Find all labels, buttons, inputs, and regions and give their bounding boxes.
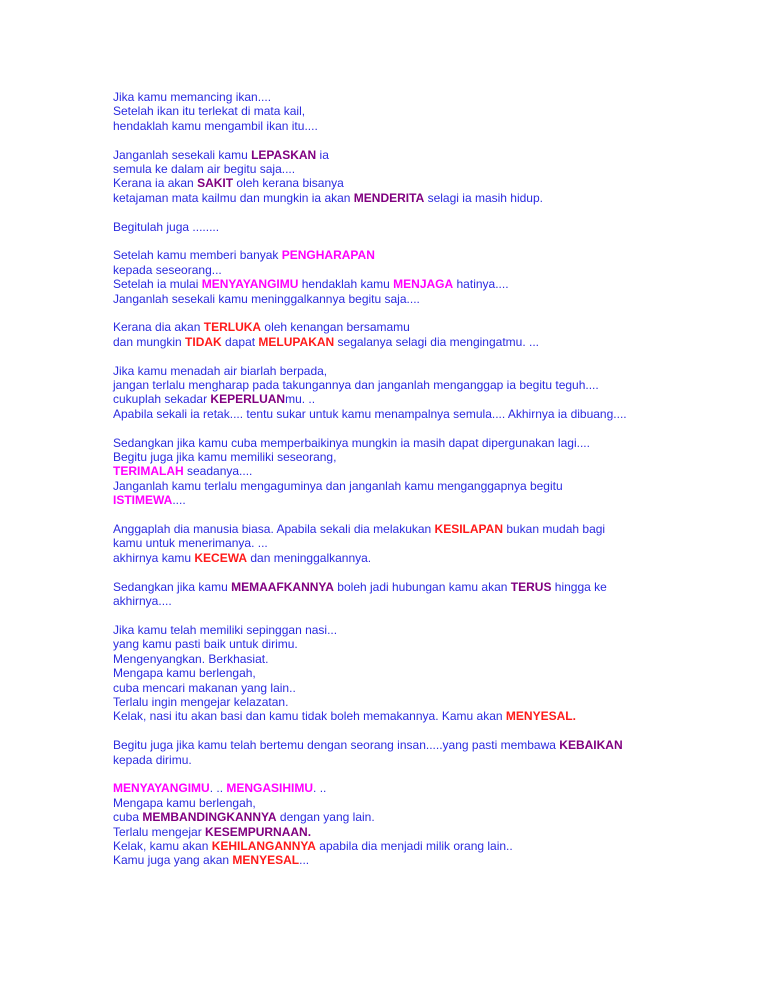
text-run: Mengapa kamu berlengah,	[113, 666, 256, 681]
text-run: bukan mudah bagi	[503, 522, 606, 537]
paragraph-gap	[113, 421, 753, 435]
text-run: ....	[172, 493, 186, 508]
emphasis-word: PENGHARAPAN	[281, 248, 375, 263]
text-run: hatinya....	[453, 277, 509, 292]
emphasis-word: MELUPAKAN	[258, 334, 335, 349]
emphasis-word: ISTIMEWA	[113, 493, 173, 508]
emphasis-word: KEHILANGANNYA	[211, 838, 316, 853]
text-line	[113, 364, 753, 378]
text-run: selagi ia masih hidup.	[424, 190, 543, 205]
text-run: oleh kerana bisanya	[233, 176, 344, 191]
text-line	[113, 220, 753, 234]
text-line	[113, 623, 753, 637]
text-line	[113, 666, 753, 680]
text-run: oleh kenangan bersamamu	[261, 320, 410, 335]
text-run: boleh jadi hubungan kamu akan	[333, 579, 511, 594]
emphasis-word: MENYAYANGIMU	[113, 781, 210, 796]
text-line	[113, 277, 753, 291]
emphasis-word: SAKIT	[197, 176, 234, 191]
text-line	[113, 637, 753, 651]
text-line	[113, 450, 753, 464]
text-run: Kerana dia akan	[113, 320, 204, 335]
text-line	[113, 479, 753, 493]
text-run: Begitu juga jika kamu telah bertemu dengan seorang insan.....yang pasti membawa	[113, 738, 560, 753]
paragraph	[113, 220, 753, 234]
text-run: mu. ..	[285, 392, 316, 407]
text-run: dan meninggalkannya.	[247, 550, 372, 565]
text-line	[113, 810, 753, 824]
text-line	[113, 695, 753, 709]
text-line	[113, 292, 753, 306]
text-line	[113, 263, 753, 277]
text-run: segalanya selagi dia mengingatmu. ...	[334, 334, 539, 349]
text-run: ketajaman mata kailmu dan mungkin ia akan	[113, 190, 354, 205]
text-line	[113, 148, 753, 162]
paragraph	[113, 522, 753, 565]
text-run: . ..	[209, 781, 227, 796]
text-line	[113, 493, 753, 507]
text-run: Mengapa kamu berlengah,	[113, 795, 256, 810]
paragraph-gap	[113, 306, 753, 320]
text-run: Kamu juga yang akan	[113, 853, 233, 868]
paragraph	[113, 320, 753, 349]
text-run: Janganlah kamu terlalu mengaguminya dan janganlah kamu menganggapnya begitu	[113, 478, 563, 493]
text-run: Sedangkan jika kamu cuba memperbaikinya mungkin ia masih dapat dipergunakan lagi....	[113, 435, 590, 450]
text-line	[113, 709, 753, 723]
text-line	[113, 594, 753, 608]
text-line	[113, 320, 753, 334]
text-run: yang kamu pasti baik untuk dirimu.	[113, 637, 298, 652]
text-line	[113, 407, 753, 421]
paragraph	[113, 364, 753, 422]
text-run: ia	[316, 147, 329, 162]
text-line	[113, 536, 753, 550]
text-line	[113, 825, 753, 839]
text-run: dapat	[221, 334, 259, 349]
text-line	[113, 753, 753, 767]
text-run: . ..	[313, 781, 327, 796]
text-line	[113, 522, 753, 536]
text-run: Jika kamu memancing ikan....	[113, 90, 272, 104]
text-line	[113, 162, 753, 176]
emphasis-word: KECEWA	[194, 550, 248, 565]
text-line	[113, 191, 753, 205]
text-run: Kerana ia akan	[113, 176, 198, 191]
emphasis-word: TERUS	[510, 579, 552, 594]
text-run: semula ke dalam air begitu saja....	[113, 162, 296, 177]
paragraph-gap	[113, 609, 753, 623]
text-run: Jika kamu telah memiliki sepinggan nasi...	[113, 622, 338, 637]
text-run: Sedangkan jika kamu	[113, 579, 232, 594]
text-line	[113, 681, 753, 695]
paragraph-gap	[113, 724, 753, 738]
text-run: Janganlah sesekali kamu	[113, 147, 252, 162]
text-run: Terlalu ingin mengejar kelazatan.	[113, 694, 289, 709]
emphasis-word: MENGASIHIMU	[226, 781, 314, 796]
text-line	[113, 335, 753, 349]
emphasis-word: MENDERITA	[353, 190, 425, 205]
text-run: kamu untuk menerimanya. ...	[113, 536, 268, 551]
emphasis-word: KESEMPURNAAN.	[205, 824, 312, 839]
paragraph-gap	[113, 767, 753, 781]
text-run: Setelah kamu memberi banyak	[113, 248, 282, 263]
text-line	[113, 248, 753, 262]
text-run: Setelah ia mulai	[113, 277, 202, 292]
text-line	[113, 839, 753, 853]
text-run: Anggaplah dia manusia biasa. Apabila sekali dia melakukan	[113, 522, 435, 537]
text-line	[113, 378, 753, 392]
paragraph-gap	[113, 205, 753, 219]
text-run: Setelah ikan itu terlekat di mata kail,	[113, 104, 306, 119]
text-line	[113, 119, 753, 133]
text-run: kepada seseorang...	[113, 262, 222, 277]
emphasis-word: KEPERLUAN	[210, 392, 286, 407]
text-run: apabila dia menjadi milik orang lain..	[315, 838, 513, 853]
text-run: ...	[299, 853, 310, 868]
paragraph	[113, 781, 753, 867]
emphasis-word: TERIMALAH	[113, 464, 184, 479]
emphasis-word: MEMAAFKANNYA	[231, 579, 334, 594]
text-line	[113, 781, 753, 795]
text-run: Janganlah sesekali kamu meninggalkannya begitu saja....	[113, 291, 420, 306]
text-run: akhirnya....	[113, 594, 172, 609]
emphasis-word: MENYESAL.	[505, 709, 576, 724]
emphasis-word: MENYAYANGIMU	[201, 277, 299, 292]
emphasis-word: MEMBANDINGKANNYA	[142, 810, 277, 825]
text-run: hendaklah kamu	[298, 277, 394, 292]
document-body	[113, 90, 753, 868]
paragraph-gap	[113, 349, 753, 363]
paragraph-gap	[113, 565, 753, 579]
paragraph	[113, 148, 753, 206]
text-line	[113, 580, 753, 594]
text-line	[113, 436, 753, 450]
text-line	[113, 738, 753, 752]
text-line	[113, 652, 753, 666]
paragraph-gap	[113, 133, 753, 147]
emphasis-word: KESILAPAN	[434, 522, 503, 537]
emphasis-word: LEPASKAN	[251, 147, 317, 162]
text-run: hendaklah kamu mengambil ikan itu....	[113, 118, 318, 133]
text-run: Kelak, kamu akan	[113, 838, 212, 853]
emphasis-word: KEBAIKAN	[559, 738, 623, 753]
text-run: kepada dirimu.	[113, 752, 192, 767]
text-run: hingga ke	[551, 579, 607, 594]
paragraph	[113, 738, 753, 767]
text-run: Begitu juga jika kamu memiliki seseorang,	[113, 450, 337, 465]
text-run: Kelak, nasi itu akan basi dan kamu tidak boleh memakannya. Kamu akan	[113, 709, 506, 724]
text-line	[113, 464, 753, 478]
text-line	[113, 104, 753, 118]
text-line	[113, 551, 753, 565]
text-run: Begitulah juga ........	[113, 219, 220, 234]
paragraph-gap	[113, 234, 753, 248]
text-line	[113, 796, 753, 810]
text-run: Apabila sekali ia retak.... tentu sukar untuk kamu menampalnya semula.... Akhirnya ia dibuang....	[113, 406, 627, 421]
text-line	[113, 90, 753, 104]
paragraph	[113, 623, 753, 724]
paragraph	[113, 248, 753, 306]
emphasis-word: MENJAGA	[393, 277, 454, 292]
text-run: seadanya....	[183, 464, 253, 479]
text-run: jangan terlalu mengharap pada takungannya dan janganlah menganggap ia begitu teguh....	[113, 378, 599, 393]
emphasis-word: TIDAK	[185, 334, 222, 349]
text-run: dan mungkin	[113, 334, 186, 349]
text-line	[113, 392, 753, 406]
text-run: Mengenyangkan. Berkhasiat.	[113, 651, 269, 666]
text-run: cuba mencari makanan yang lain..	[113, 680, 296, 695]
paragraph	[113, 436, 753, 508]
emphasis-word: MENYESAL	[232, 853, 300, 868]
paragraph	[113, 580, 753, 609]
text-run: dengan yang lain.	[276, 810, 375, 825]
paragraph	[113, 90, 753, 133]
text-line	[113, 853, 753, 867]
text-run: cuba	[113, 810, 143, 825]
text-run: akhirnya kamu	[113, 550, 195, 565]
text-line	[113, 176, 753, 190]
paragraph-gap	[113, 508, 753, 522]
text-run: Jika kamu menadah air biarlah berpada,	[113, 363, 328, 378]
text-run: cukuplah sekadar	[113, 392, 211, 407]
emphasis-word: TERLUKA	[203, 320, 262, 335]
text-run: Terlalu mengejar	[113, 824, 206, 839]
